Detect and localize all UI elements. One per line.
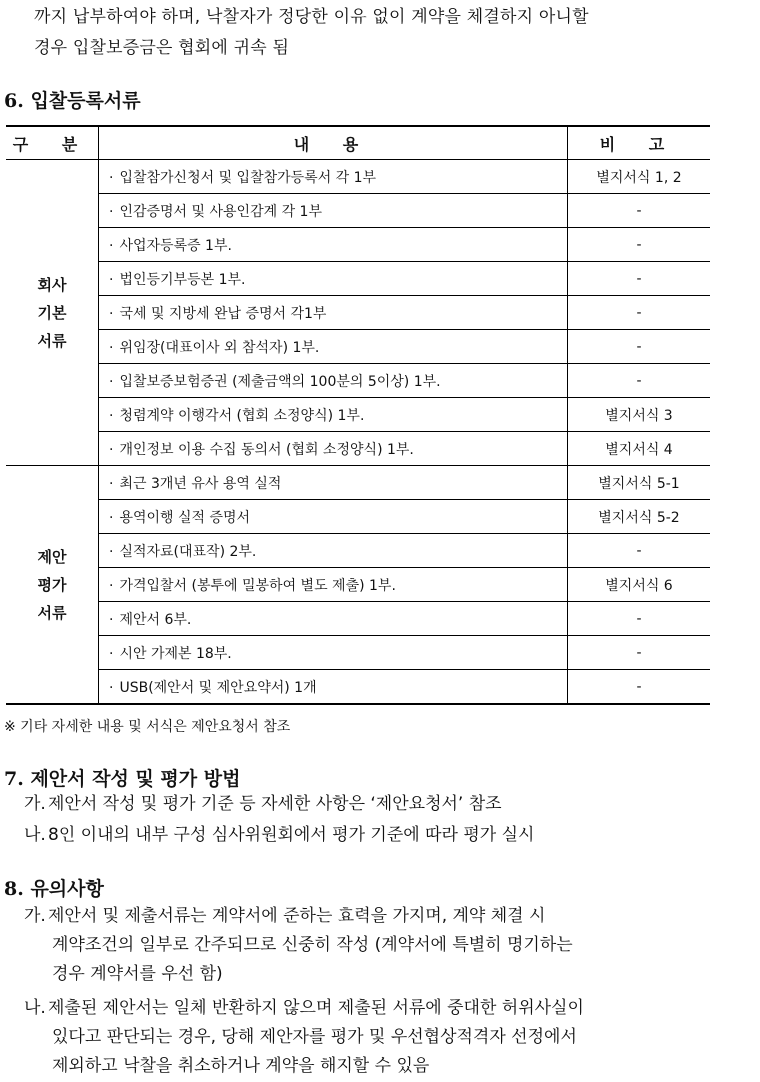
bullet-mark: · bbox=[109, 543, 114, 560]
table-row bbox=[6, 228, 710, 262]
section-7-item-b bbox=[24, 820, 534, 851]
section-8-item-a-line-1 bbox=[24, 901, 545, 932]
document-note: - bbox=[568, 194, 711, 228]
document-note: 별지서식 3 bbox=[568, 398, 711, 432]
document-item-text: 인감증명서 및 사용인감계 각 1부 bbox=[119, 203, 322, 220]
document-item-text: 최근 3개년 유사 용역 실적 bbox=[119, 475, 282, 492]
document-item-text: 국세 및 지방세 완납 증명서 각1부 bbox=[119, 305, 327, 322]
bullet-mark: · bbox=[109, 203, 114, 220]
item-marker: 나. bbox=[24, 998, 46, 1018]
document-item-text: 제안서 6부. bbox=[119, 611, 192, 628]
document-item-text: 용역이행 실적 증명서 bbox=[119, 509, 251, 526]
document-item bbox=[99, 670, 568, 705]
section-8-title: 8. 유의사항 bbox=[4, 878, 104, 900]
document-item-text: 가격입찰서 (봉투에 밀봉하여 별도 제출) 1부. bbox=[119, 577, 396, 594]
document-note: - bbox=[568, 670, 711, 705]
document-item-text: 위임장(대표이사 외 참석자) 1부. bbox=[119, 339, 320, 356]
section-8-item-b-line-1 bbox=[24, 993, 584, 1024]
section-7-title: 7. 제안서 작성 및 평가 방법 bbox=[4, 768, 241, 790]
table-row bbox=[6, 602, 710, 636]
document-note: - bbox=[568, 228, 711, 262]
section-6-title: 6. 입찰등록서류 bbox=[4, 90, 141, 112]
item-marker: 가. bbox=[24, 906, 46, 926]
table-row bbox=[6, 194, 710, 228]
bullet-mark: · bbox=[109, 373, 114, 390]
table-footnote: ※ 기타 자세한 내용 및 서식은 제안요청서 참조 bbox=[4, 719, 291, 735]
document-item-text: 사업자등록증 1부. bbox=[119, 237, 232, 254]
intro-paragraph bbox=[34, 2, 734, 64]
document-item-text: 입찰보증보험증권 (제출금액의 100분의 5이상) 1부. bbox=[119, 373, 441, 390]
document-item bbox=[99, 432, 568, 466]
bullet-mark: · bbox=[109, 475, 114, 492]
document-item bbox=[99, 602, 568, 636]
bullet-mark: · bbox=[109, 509, 114, 526]
document-item bbox=[99, 228, 568, 262]
document-note: 별지서식 6 bbox=[568, 568, 711, 602]
item-text: 제안서 작성 및 평가 기준 등 자세한 사항은 ‘제안요청서’ 참조 bbox=[48, 794, 502, 814]
document-note: 별지서식 4 bbox=[568, 432, 711, 466]
document-item-text: 법인등기부등본 1부. bbox=[119, 271, 246, 288]
table-row bbox=[6, 500, 710, 534]
document-item bbox=[99, 568, 568, 602]
group-label-line: 서류 bbox=[37, 603, 67, 622]
document-item bbox=[99, 330, 568, 364]
bullet-mark: · bbox=[109, 577, 114, 594]
bullet-mark: · bbox=[109, 441, 114, 458]
document-item bbox=[99, 398, 568, 432]
document-note: - bbox=[568, 602, 711, 636]
document-note: - bbox=[568, 262, 711, 296]
bullet-mark: · bbox=[109, 169, 114, 186]
section-7-item-a bbox=[24, 789, 502, 820]
document-item-text: 청렴계약 이행각서 (협회 소정양식) 1부. bbox=[119, 407, 365, 424]
group-label-line: 회사 bbox=[37, 275, 67, 294]
table-row bbox=[6, 262, 710, 296]
document-note: 별지서식 1, 2 bbox=[568, 160, 711, 194]
group-label-line: 기본 bbox=[37, 303, 67, 322]
table-row bbox=[6, 398, 710, 432]
bullet-mark: · bbox=[109, 611, 114, 628]
document-item bbox=[99, 500, 568, 534]
document-item-text: 입찰참가신청서 및 입찰참가등록서 각 1부 bbox=[119, 169, 377, 186]
document-item bbox=[99, 262, 568, 296]
section-8-item-a-line-3: 경우 계약서를 우선 함) bbox=[52, 964, 223, 984]
document-item bbox=[99, 466, 568, 500]
table-row bbox=[6, 466, 710, 500]
bid-registration-documents-table bbox=[6, 125, 710, 705]
group-label-line: 제안 bbox=[37, 547, 67, 566]
document-note: - bbox=[568, 636, 711, 670]
document-item-text: 실적자료(대표작) 2부. bbox=[119, 543, 257, 560]
bullet-mark: · bbox=[109, 339, 114, 356]
table-row bbox=[6, 670, 710, 705]
header-content: 내 용 bbox=[99, 126, 568, 160]
group-label bbox=[6, 160, 99, 466]
table-body bbox=[6, 160, 710, 705]
table-row bbox=[6, 330, 710, 364]
group-label-line: 서류 bbox=[37, 331, 67, 350]
section-8-item-b-line-3: 제외하고 낙찰을 취소하거나 계약을 해지할 수 있음 bbox=[52, 1056, 430, 1076]
document-item-text: USB(제안서 및 제안요약서) 1개 bbox=[119, 679, 317, 696]
document-note: - bbox=[568, 330, 711, 364]
bullet-mark: · bbox=[109, 271, 114, 288]
item-text: 8인 이내의 내부 구성 심사위원회에서 평가 기준에 따라 평가 실시 bbox=[48, 825, 535, 845]
section-8-item-b-line-2: 있다고 판단되는 경우, 당해 제안자를 평가 및 우선협상적격자 선정에서 bbox=[52, 1027, 577, 1047]
table-row bbox=[6, 534, 710, 568]
table-row bbox=[6, 568, 710, 602]
document-note: 별지서식 5-1 bbox=[568, 466, 711, 500]
document-item bbox=[99, 534, 568, 568]
item-text: 제안서 및 제출서류는 계약서에 준하는 효력을 가지며, 계약 체결 시 bbox=[48, 906, 546, 926]
table-header-row bbox=[6, 126, 710, 160]
document-item bbox=[99, 636, 568, 670]
document-item-text: 시안 가제본 18부. bbox=[119, 645, 232, 662]
document-item bbox=[99, 160, 568, 194]
header-note: 비 고 bbox=[568, 126, 711, 160]
bullet-mark: · bbox=[109, 645, 114, 662]
bullet-mark: · bbox=[109, 407, 114, 424]
document-item bbox=[99, 194, 568, 228]
bullet-mark: · bbox=[109, 679, 114, 696]
bullet-mark: · bbox=[109, 237, 114, 254]
section-8-item-a-line-2: 계약조건의 일부로 간주되므로 신중히 작성 (계약서에 특별히 명기하는 bbox=[52, 935, 573, 955]
table-row bbox=[6, 160, 710, 194]
item-marker: 가. bbox=[24, 794, 46, 814]
document-note: - bbox=[568, 296, 711, 330]
intro-line: 까지 납부하여야 하며, 낙찰자가 정당한 이유 없이 계약을 체결하지 아니할 bbox=[34, 7, 589, 27]
document-note: - bbox=[568, 364, 711, 398]
item-text: 제출된 제안서는 일체 반환하지 않으며 제출된 서류에 중대한 허위사실이 bbox=[48, 998, 584, 1018]
document-note: - bbox=[568, 534, 711, 568]
document-item bbox=[99, 364, 568, 398]
bullet-mark: · bbox=[109, 305, 114, 322]
group-label bbox=[6, 466, 99, 705]
table-row bbox=[6, 636, 710, 670]
item-marker: 나. bbox=[24, 825, 46, 845]
table-row bbox=[6, 364, 710, 398]
document-item-text: 개인정보 이용 수집 동의서 (협회 소정양식) 1부. bbox=[119, 441, 414, 458]
group-label-line: 평가 bbox=[37, 575, 67, 594]
intro-line: 경우 입찰보증금은 협회에 귀속 됨 bbox=[34, 38, 290, 58]
document-item bbox=[99, 296, 568, 330]
document-note: 별지서식 5-2 bbox=[568, 500, 711, 534]
table-row bbox=[6, 432, 710, 466]
header-category: 구 분 bbox=[6, 126, 99, 160]
table-row bbox=[6, 296, 710, 330]
